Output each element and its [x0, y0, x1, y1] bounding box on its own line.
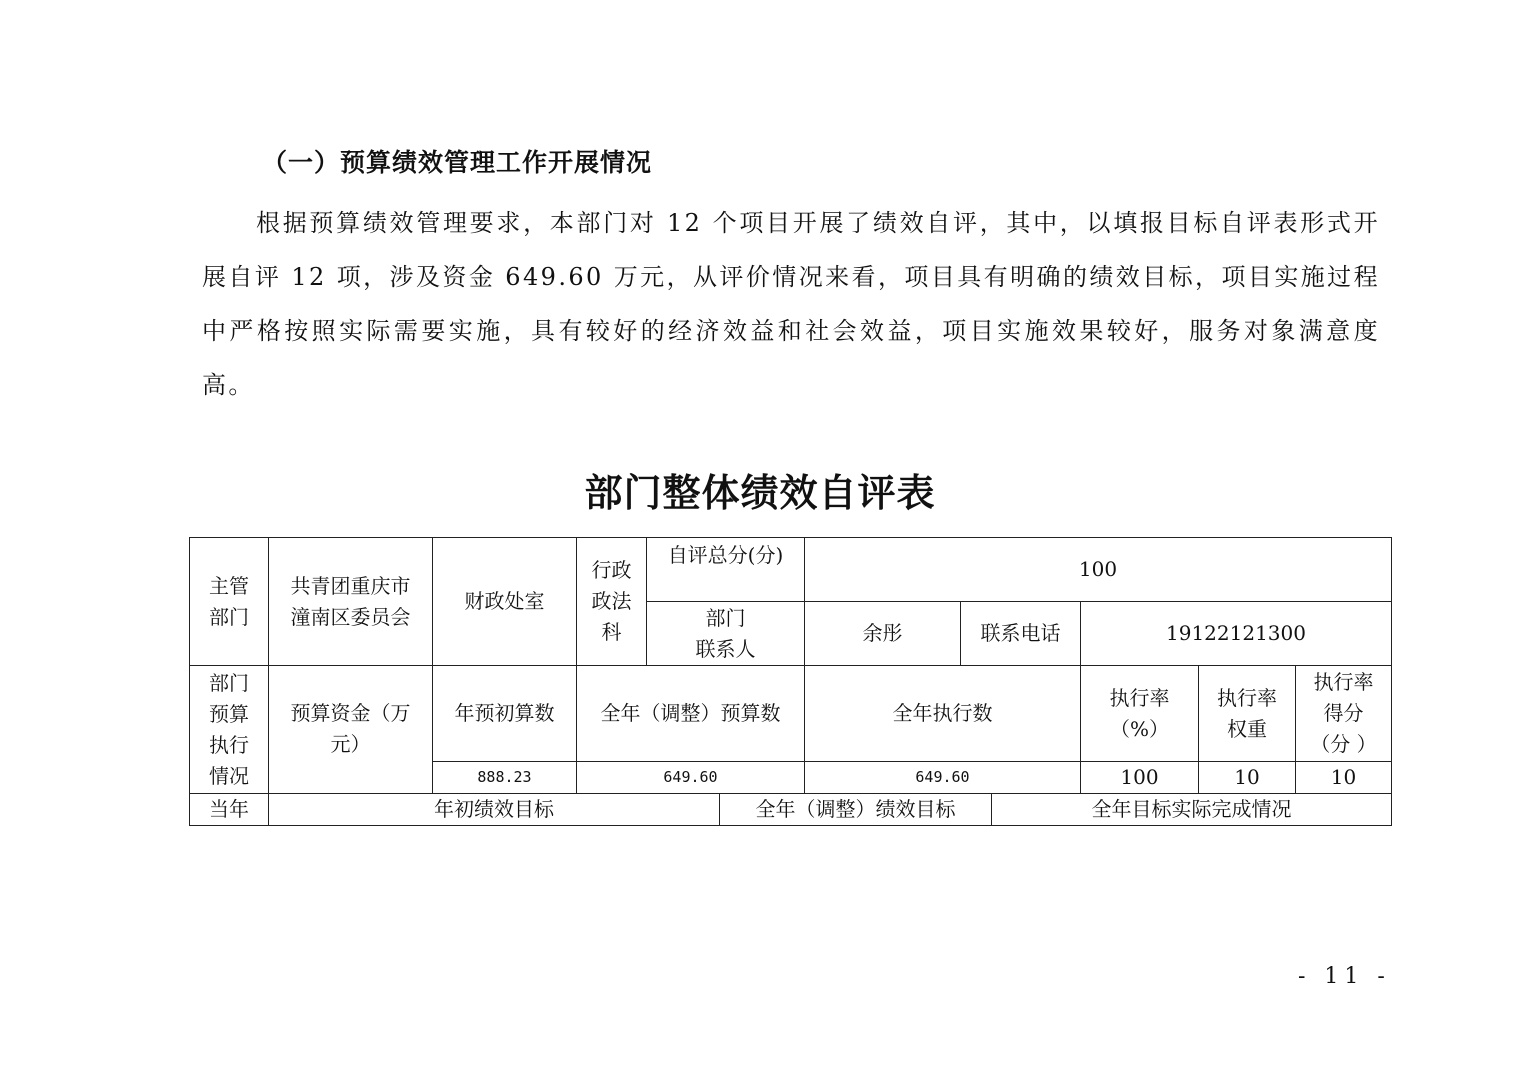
exec-score-value-cell: 10: [1296, 762, 1392, 794]
current-year-label-cell: 当年: [190, 794, 269, 826]
score-value-cell: 100: [805, 538, 1392, 602]
exec-label-cell: 部门 预算 执行 情况: [190, 666, 269, 794]
exec-weight-label-cell: 执行率 权重: [1199, 666, 1296, 762]
contact-name-cell: 余彤: [805, 602, 961, 666]
table-row: [190, 666, 1392, 762]
phone-value-cell: 19122121300: [1081, 602, 1392, 666]
targets-header-table: [189, 793, 1392, 826]
actual-exec-value-cell: 649.60: [805, 762, 1081, 794]
dept-label-cell: 主管 部门: [190, 538, 269, 666]
table-row: [190, 538, 1392, 602]
exec-weight-value-cell: 10: [1199, 762, 1296, 794]
adjusted-budget-label-cell: 全年（调整）预算数: [577, 666, 805, 762]
initial-budget-label-cell: 年预初算数: [433, 666, 577, 762]
initial-target-label-cell: 年初绩效目标: [269, 794, 720, 826]
section-heading: （一）预算绩效管理工作开展情况: [262, 148, 653, 177]
division-cell: 行政 政法 科: [577, 538, 647, 666]
exec-rate-label-cell: 执行率 （%）: [1081, 666, 1199, 762]
table-title: 部门整体绩效自评表: [584, 470, 936, 515]
adjusted-target-label-cell: 全年（调整）绩效目标: [720, 794, 992, 826]
score-label-cell: 自评总分(分): [647, 538, 805, 602]
exec-rate-value-cell: 100: [1081, 762, 1199, 794]
contact-label-cell: 部门 联系人: [647, 602, 805, 666]
self-evaluation-table: [189, 537, 1392, 794]
initial-budget-value-cell: 888.23: [433, 762, 577, 794]
actual-completion-label-cell: 全年目标实际完成情况: [992, 794, 1392, 826]
budget-funds-label-cell: 预算资金（万 元）: [269, 666, 433, 794]
adjusted-budget-value-cell: 649.60: [577, 762, 805, 794]
page-number: - 11 -: [1298, 964, 1391, 989]
table-row: [190, 794, 1392, 826]
exec-score-label-cell: 执行率 得分 （分 ）: [1296, 666, 1392, 762]
phone-label-cell: 联系电话: [961, 602, 1081, 666]
body-paragraph: 根据预算绩效管理要求，本部门对 12 个项目开展了绩效自评，其中，以填报目标自评表形式开展自评 12 项，涉及资金 649.60 万元，从评价情况来看，项目具有明确的绩效目标，项目实施过程中严格按照实际需要实施，具有较好的经济效益和社会效益，项目实施效果较好，服务对象满意度高。: [202, 209, 1380, 399]
actual-exec-label-cell: 全年执行数: [805, 666, 1081, 762]
finance-office-cell: 财政处室: [433, 538, 577, 666]
dept-name-cell: 共青团重庆市 潼南区委员会: [269, 538, 433, 666]
